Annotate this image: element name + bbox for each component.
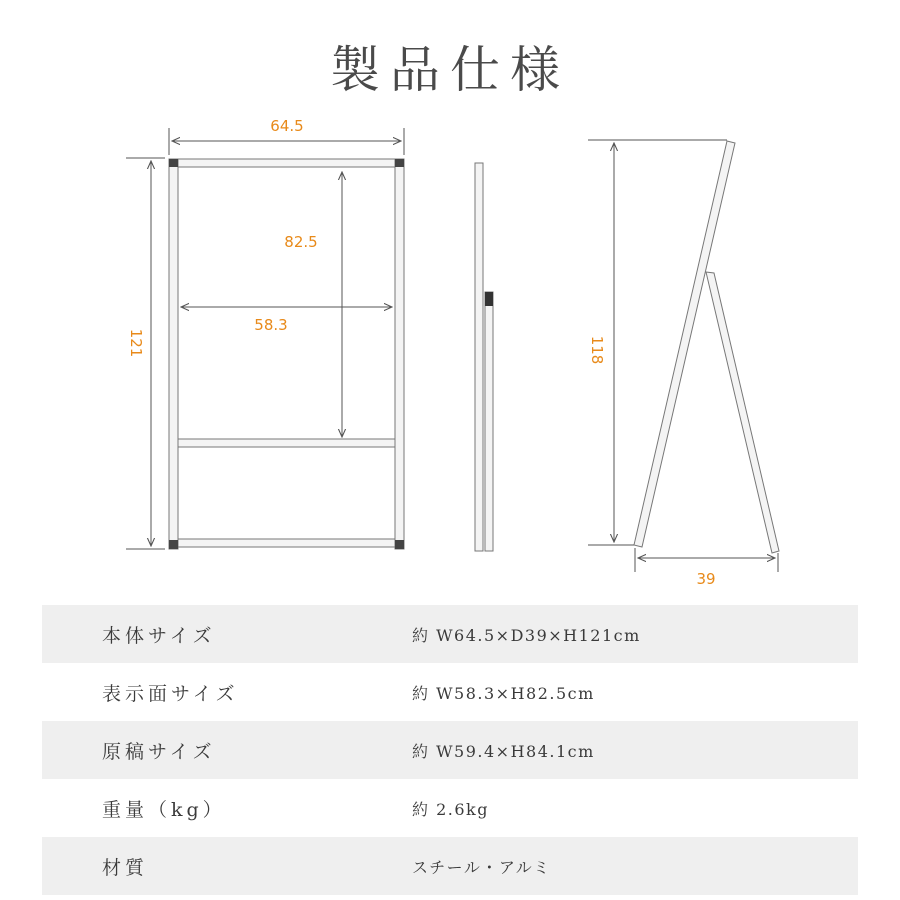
spec-value: スチール・アルミ (412, 857, 551, 877)
front-frame-left-post (169, 159, 178, 549)
front-view (169, 159, 404, 549)
display-height-label: 82.5 (284, 233, 318, 251)
page-title: 製品仕様 (330, 41, 570, 99)
side-depth-dimension (635, 548, 778, 572)
front-frame-bottom-bar (178, 539, 395, 547)
front-foot-right (395, 540, 404, 549)
front-cap-left (169, 159, 178, 167)
front-frame-right-post (395, 159, 404, 549)
front-foot-left (169, 540, 178, 549)
spec-value: 約 2.6kg (412, 799, 489, 819)
front-width-label: 64.5 (270, 117, 304, 135)
spec-value: 約 W59.4×H84.1cm (412, 741, 595, 761)
spec-label: 本体サイズ (102, 624, 216, 647)
spec-label: 重量（kg） (102, 798, 226, 821)
spec-value: 約 W58.3×H82.5cm (412, 683, 595, 703)
side-front-panel (634, 141, 735, 547)
spec-row (42, 837, 858, 895)
spec-label: 表示面サイズ (102, 682, 239, 705)
folded-rear-leg (485, 292, 493, 551)
spec-row (42, 721, 858, 779)
side-rear-leg (706, 272, 779, 553)
spec-value: 約 W64.5×D39×H121cm (412, 625, 641, 645)
spec-row (42, 663, 858, 721)
folded-side-view (475, 163, 493, 551)
spec-label: 材質 (102, 856, 149, 879)
folded-hinge (485, 292, 493, 306)
spec-row (42, 605, 858, 663)
front-frame-middle-bar (178, 439, 395, 447)
front-height-label: 121 (127, 328, 145, 358)
front-cap-right (395, 159, 404, 167)
side-height-label: 118 (588, 335, 606, 365)
spec-label: 原稿サイズ (102, 740, 216, 763)
front-frame-top-bar (178, 159, 395, 167)
folded-front-panel (475, 163, 483, 551)
open-side-view (634, 141, 779, 553)
spec-table (42, 605, 858, 895)
display-width-label: 58.3 (254, 316, 288, 334)
side-depth-label: 39 (696, 570, 716, 588)
spec-row (42, 779, 858, 837)
side-height-dimension (588, 140, 727, 545)
